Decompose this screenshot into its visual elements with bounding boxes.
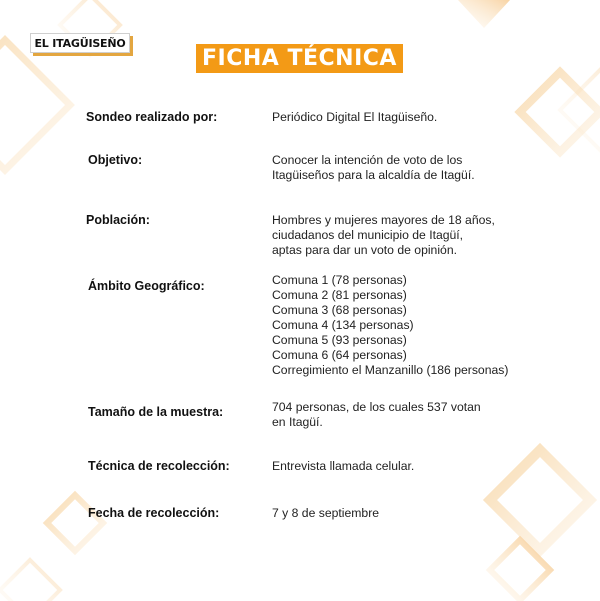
value-line: 704 personas, de los cuales 537 votan: [272, 400, 481, 414]
diamond-right: [520, 72, 600, 152]
value-line: aptas para dar un voto de opinión.: [272, 243, 457, 257]
diamond-top-left: [0, 40, 70, 170]
row-value-ambito: [272, 273, 508, 378]
row-label-ambito: Ámbito Geográfico:: [88, 279, 205, 293]
value-line: en Itagüí.: [272, 415, 323, 429]
value-line: 7 y 8 de septiembre: [272, 506, 380, 520]
row-value-tecnica: [272, 459, 414, 474]
value-line: Periódico Digital El Itagüiseño.: [272, 110, 438, 124]
row-value-objetivo: [272, 153, 475, 183]
brand-logo: [30, 33, 130, 53]
row-label-fecha: Fecha de recolección:: [88, 506, 220, 520]
triangle-top-right: [458, 0, 510, 28]
value-line: Comuna 6 (64 personas): [272, 348, 407, 362]
brand-logo-text: EL ITAGÜISEÑO: [34, 36, 126, 50]
row-value-fecha: [272, 506, 379, 521]
diamond-bottom-right: [490, 450, 590, 550]
value-line: Corregimiento el Manzanillo (186 personas): [272, 363, 509, 377]
row-value-poblacion: [272, 213, 495, 258]
value-line: Comuna 2 (81 personas): [272, 288, 407, 302]
value-line: Comuna 5 (93 personas): [272, 333, 407, 347]
value-line: Comuna 3 (68 personas): [272, 303, 407, 317]
value-line: Conocer la intención de voto de los: [272, 153, 463, 167]
diamond-bottom-left: [47, 495, 103, 551]
value-line: ciudadanos del municipio de Itagüí,: [272, 228, 464, 242]
diamond-right-edge: [560, 70, 600, 150]
row-value-sondeo: [272, 110, 437, 125]
value-line: Comuna 1 (78 personas): [272, 273, 407, 287]
row-label-sondeo: Sondeo realizado por:: [86, 110, 218, 124]
row-value-muestra: [272, 400, 481, 430]
row-label-muestra: Tamaño de la muestra:: [88, 405, 224, 419]
diamond-bottom-left-outer: [0, 560, 60, 601]
value-line: Entrevista llamada celular.: [272, 459, 415, 473]
row-label-objetivo: Objetivo:: [88, 153, 143, 167]
row-label-tecnica: Técnica de recolección:: [88, 459, 230, 473]
page-title: [196, 44, 403, 73]
diamond-bottom-right-small: [490, 540, 550, 600]
value-line: Itagüiseños para la alcaldía de Itagüí.: [272, 168, 475, 182]
value-line: Hombres y mujeres mayores de 18 años,: [272, 213, 495, 227]
page-title-text: FICHA TÉCNICA: [202, 46, 397, 71]
row-label-poblacion: Población:: [86, 213, 150, 227]
value-line: Comuna 4 (134 personas): [272, 318, 414, 332]
